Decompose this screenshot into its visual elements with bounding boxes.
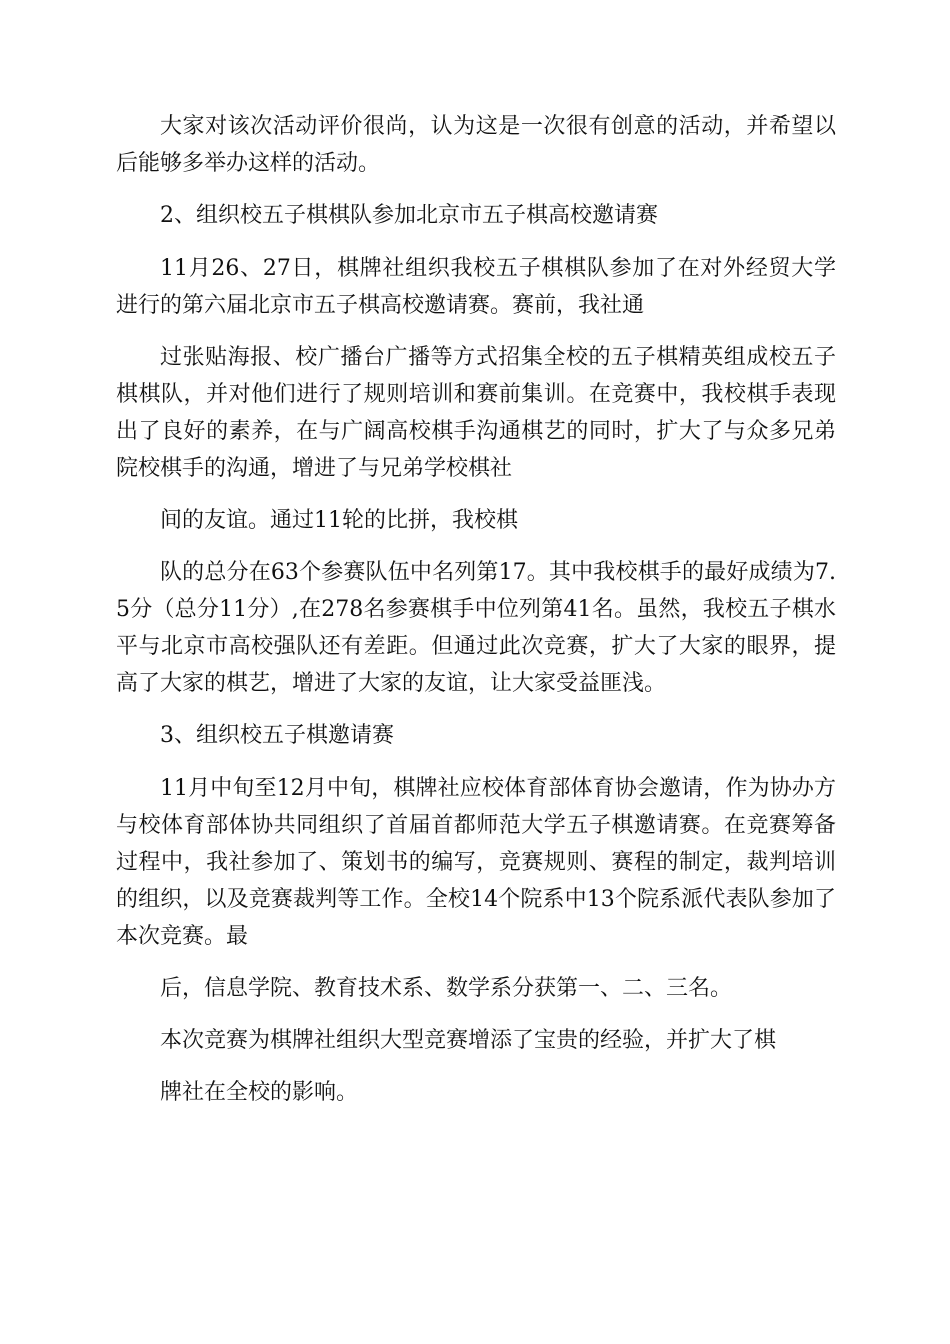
- paragraph-recruitment-training: 过张贴海报、校广播台广播等方式招集全校的五子棋精英组成校五子棋棋队，并对他们进行了规则培训和赛前集训。在竞赛中，我校棋手表现出了良好的素养，在与广阔高校棋手沟通棋艺的同时，扩大了与众多兄弟院校棋手的沟通，增进了与兄弟学校棋社: [116, 345, 836, 481]
- paragraph-team-results: 队的总分在63个参赛队伍中名列第17。其中我校棋手的最好成绩为7.5分（总分11分）,在278名参赛棋手中位列第41名。虽然，我校五子棋水平与北京市高校强队还有差距。但通过此次竞赛，扩大了大家的眼界，提高了大家的棋艺，增进了大家的友谊，让大家受益匪浅。: [116, 560, 836, 696]
- document-body: [116, 108, 836, 1126]
- section-heading-school-invitational: 3、组织校五子棋邀请赛: [160, 723, 394, 748]
- paragraph-friendship-rounds: 间的友谊。通过11轮的比拼，我校棋: [160, 508, 518, 533]
- paragraph-experience-gained: 本次竞赛为棋牌社组织大型竞赛增添了宝贵的经验，并扩大了棋: [160, 1028, 777, 1053]
- paragraph-tournament-winners: 后，信息学院、教育技术系、数学系分获第一、二、三名。: [160, 976, 733, 1001]
- paragraph-activity-review: 大家对该次活动评价很尚，认为这是一次很有创意的活动，并希望以后能够多举办这样的活动。: [116, 114, 836, 176]
- section-heading-beijing-invitational: 2、组织校五子棋棋队参加北京市五子棋高校邀请赛: [160, 203, 658, 228]
- paragraph-school-tournament: 11月中旬至12月中旬，棋牌社应校体育部体育协会邀请，作为协办方与校体育部体协共同组织了首届首都师范大学五子棋邀请赛。在竞赛筹备过程中，我社参加了、策划书的编写，竞赛规则、赛程的制定，裁判培训的组织，以及竞赛裁判等工作。全校14个院系中13个院系派代表队参加了本次竞赛。最: [116, 776, 836, 949]
- paragraph-club-influence: 牌社在全校的影响。: [160, 1080, 359, 1105]
- paragraph-team-participation: 11月26、27日，棋牌社组织我校五子棋棋队参加了在对外经贸大学进行的第六届北京市五子棋高校邀请赛。赛前，我社通: [116, 256, 836, 318]
